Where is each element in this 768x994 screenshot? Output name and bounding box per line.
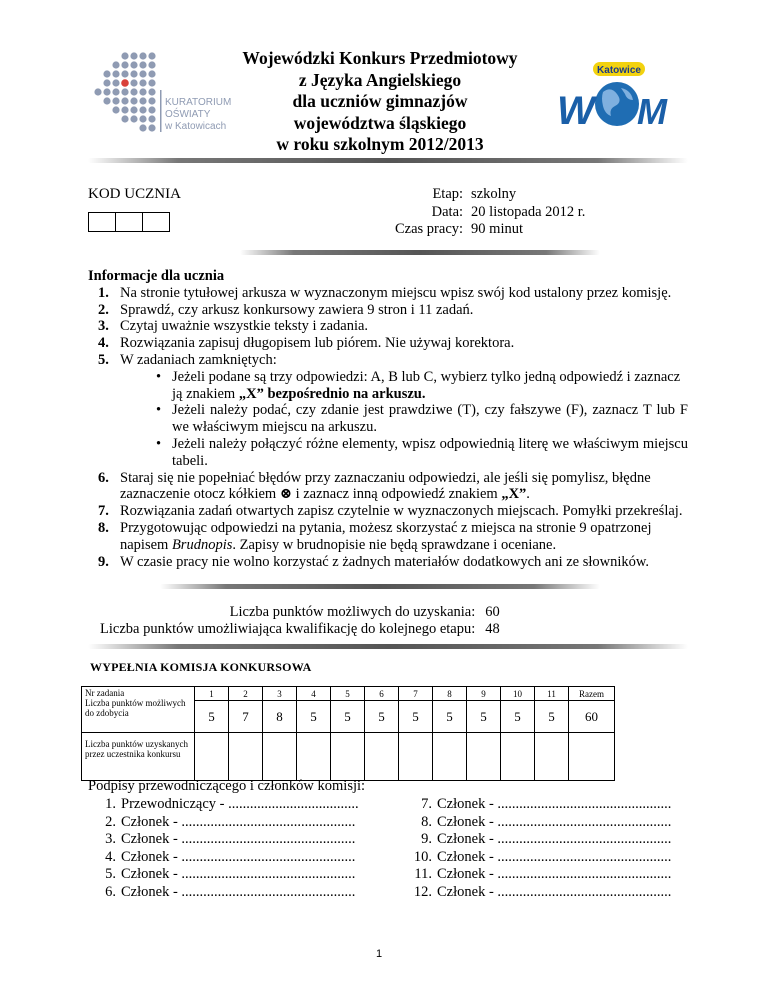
max-points-cell: 5 (331, 701, 365, 733)
earned-points-cell[interactable] (263, 733, 297, 781)
instruction-item: 6. Staraj się nie popełniać błędów przy zaznaczaniu odpowiedzi, ale jeśli się pomylisz, błędne zaznaczenie otocz kółkiem ⊗ i zaznacz inną odpowiedź znakiem „X”. (98, 469, 651, 503)
score-row-label: Liczba punktów uzyskanych przez uczestnika konkursu (82, 733, 195, 781)
instruction-item: 4. Rozwiązania zapisuj długopisem lub piórem. Nie używaj korektora. (98, 335, 515, 352)
max-points-cell: 5 (399, 701, 433, 733)
divider (88, 158, 688, 163)
signature-line[interactable]: 6. Członek - ................................................ (105, 883, 356, 900)
points-value: 60 (485, 604, 500, 620)
table-row (82, 687, 615, 701)
score-row-label: Nr zadania Liczba punktów możliwych do zdobycia (82, 687, 195, 733)
signature-line[interactable]: 5. Członek - ................................................ (105, 866, 356, 882)
instruction-subitem: • Jeżeli podane są trzy odpowiedzi: A, B lub C, wybierz tylko jedną odpowiedź i zaznacz ją znakiem „X” bezpośrednio na arkuszu. (156, 368, 681, 402)
wom-logo (555, 58, 675, 143)
earned-points-cell[interactable] (331, 733, 365, 781)
bullet-icon: • (156, 368, 162, 385)
earned-points-cell[interactable] (501, 733, 535, 781)
page-number: 1 (376, 948, 383, 960)
document-title (230, 48, 530, 156)
earned-points-cell[interactable] (365, 733, 399, 781)
signature-line[interactable]: 11. Członek - ................................................ (414, 866, 672, 882)
logo-text-3: w Katowicach (165, 121, 227, 132)
title-line: Wojewódzki Konkurs Przedmiotowy (242, 48, 518, 68)
total-label: Razem (569, 687, 615, 701)
wom-logo-text: WOM (555, 58, 558, 59)
divider (88, 644, 688, 649)
signatures-left (96, 796, 359, 901)
task-number: 10 (501, 687, 535, 701)
student-code-label: KOD UCZNIA (88, 186, 181, 202)
max-points-cell: 7 (229, 701, 263, 733)
max-points-cell: 5 (501, 701, 535, 733)
task-number: 3 (263, 687, 297, 701)
bullet-icon: • (156, 435, 162, 452)
task-number: 7 (399, 687, 433, 701)
task-number: 2 (229, 687, 263, 701)
max-points-cell: 8 (263, 701, 297, 733)
table-row (82, 733, 615, 781)
student-code-box[interactable] (115, 212, 143, 232)
earned-points-cell[interactable] (399, 733, 433, 781)
earned-points-cell[interactable] (535, 733, 569, 781)
title-line: województwa śląskiego (293, 112, 467, 133)
title-line: dla uczniów gimnazjów (292, 91, 468, 111)
exam-value: 90 minut (471, 221, 524, 237)
title-line: w roku szkolnym 2012/2013 (276, 134, 484, 154)
task-number: 8 (433, 687, 467, 701)
signatures-right (406, 796, 671, 901)
earned-points-cell[interactable] (195, 733, 229, 781)
kuratorium-logo (92, 50, 242, 150)
instruction-item: 5. W zadaniach zamkniętych: • Jeżeli podane są trzy odpowiedzi: A, B lub C, wybierz tylko jedną odpowiedź i zaznacz ją znakiem „X” bezpośrednio na arkuszu. • Jeżeli należy podać, czy zdanie jest prawdziwe (T), czy fałszywe (F), zaznacz T lub F we właściwym miejscu na arkuszu. • Jeżeli należy połączyć różne elementy, wpisz odpowiednią literę we właściwym miejscu tabeli. (98, 351, 688, 469)
earned-points-cell[interactable] (433, 733, 467, 781)
kuratorium-dots-icon (92, 50, 242, 145)
instruction-item: 8. Przygotowując odpowiedzi na pytania, możesz skorzystać z miejsca na stronie 9 opatrzonej napisem Brudnopis. Zapisy w brudnopisie nie będą sprawdzane i oceniane. (98, 519, 652, 553)
wom-globe-icon (555, 58, 675, 138)
signature-line[interactable]: 2. Członek - ................................................ (105, 813, 356, 830)
score-table (81, 686, 615, 781)
student-code-boxes[interactable] (88, 212, 169, 232)
logo-text-2: OŚWIATY (165, 109, 211, 120)
signature-line[interactable]: 12. Członek - ................................................ (413, 883, 672, 900)
instruction-subitem: • Jeżeli należy połączyć różne elementy, wpisz odpowiednią literę we właściwym miejscu tabeli. (156, 435, 688, 469)
signatures-heading: Podpisy przewodniczącego i członków komisji: (88, 778, 366, 794)
max-points-cell: 5 (297, 701, 331, 733)
student-code-box[interactable] (88, 212, 116, 232)
earned-points-cell[interactable] (297, 733, 331, 781)
circled-x-icon: ⊗ (279, 486, 292, 503)
bullet-icon: • (156, 402, 162, 419)
points-key: Liczba punktów możliwych do uzyskania: (229, 604, 476, 620)
exam-key: Data: (431, 203, 464, 220)
earned-points-cell[interactable] (467, 733, 501, 781)
points-value: 48 (485, 621, 500, 637)
earned-points-cell[interactable] (229, 733, 263, 781)
max-points-cell: 5 (195, 701, 229, 733)
instruction-item: 7. Rozwiązania zadań otwartych zapisz czytelnie w wyznaczonych miejscach. Pomyłki przekreślaj. (98, 503, 683, 520)
points-info (100, 604, 500, 638)
signature-line[interactable]: 1. Przewodniczący - .................................... (105, 796, 359, 812)
exam-info (395, 186, 585, 239)
instruction-item: 2. Sprawdź, czy arkusz konkursowy zawiera 9 stron i 11 zadań. (98, 301, 474, 318)
max-points-cell: 5 (467, 701, 501, 733)
task-number: 11 (535, 687, 569, 701)
signature-line[interactable]: 4. Członek - ................................................ (105, 848, 356, 865)
signature-line[interactable]: 3. Członek - ................................................ (105, 831, 356, 847)
earned-total-cell[interactable] (569, 733, 615, 781)
signature-line[interactable]: 9. Członek - ................................................ (421, 831, 672, 847)
exam-key: Etap: (432, 186, 464, 202)
logo-text-1: KURATORIUM (165, 97, 232, 108)
task-number: 5 (331, 687, 365, 701)
exam-value: 20 listopada 2012 r. (471, 203, 586, 220)
signature-line[interactable]: 8. Członek - ................................................ (421, 813, 672, 830)
divider (240, 250, 600, 255)
svg-text:M: M (637, 91, 667, 132)
committee-heading: WYPEŁNIA KOMISJA KONKURSOWA (90, 660, 312, 674)
instruction-item: 9. W czasie pracy nie wolno korzystać z żadnych materiałów dodatkowych ani ze słowników. (98, 553, 650, 570)
signature-line[interactable]: 10. Członek - ................................................ (413, 848, 672, 865)
wom-badge-text: Katowice (597, 65, 641, 76)
task-number: 4 (297, 687, 331, 701)
student-code-box[interactable] (142, 212, 170, 232)
max-points-cell: 5 (535, 701, 569, 733)
exam-value: szkolny (471, 186, 517, 202)
task-number: 1 (195, 687, 229, 701)
title-line: z Języka Angielskiego (298, 69, 462, 90)
total-points-cell: 60 (569, 701, 615, 733)
instructions-heading: Informacje dla ucznia (88, 268, 225, 284)
max-points-cell: 5 (365, 701, 399, 733)
points-key: Liczba punktów umożliwiająca kwalifikację do kolejnego etapu: (100, 621, 476, 637)
signature-line[interactable]: 7. Członek - ................................................ (421, 796, 672, 812)
instruction-subitem: • Jeżeli należy podać, czy zdanie jest prawdziwe (T), czy fałszywe (F), zaznacz T lub F we właściwym miejscu na arkuszu. (156, 402, 688, 436)
instructions (88, 268, 688, 570)
instruction-item: 1. Na stronie tytułowej arkusza w wyznaczonym miejscu wpisz swój kod ustalony przez komisję. (98, 284, 672, 301)
divider (160, 584, 600, 589)
instruction-item: 3. Czytaj uważnie wszystkie teksty i zadania. (98, 318, 369, 335)
task-number: 9 (467, 687, 501, 701)
svg-text:W: W (557, 89, 595, 133)
task-number: 6 (365, 687, 399, 701)
exam-key: Czas pracy: (395, 221, 464, 237)
max-points-cell: 5 (433, 701, 467, 733)
